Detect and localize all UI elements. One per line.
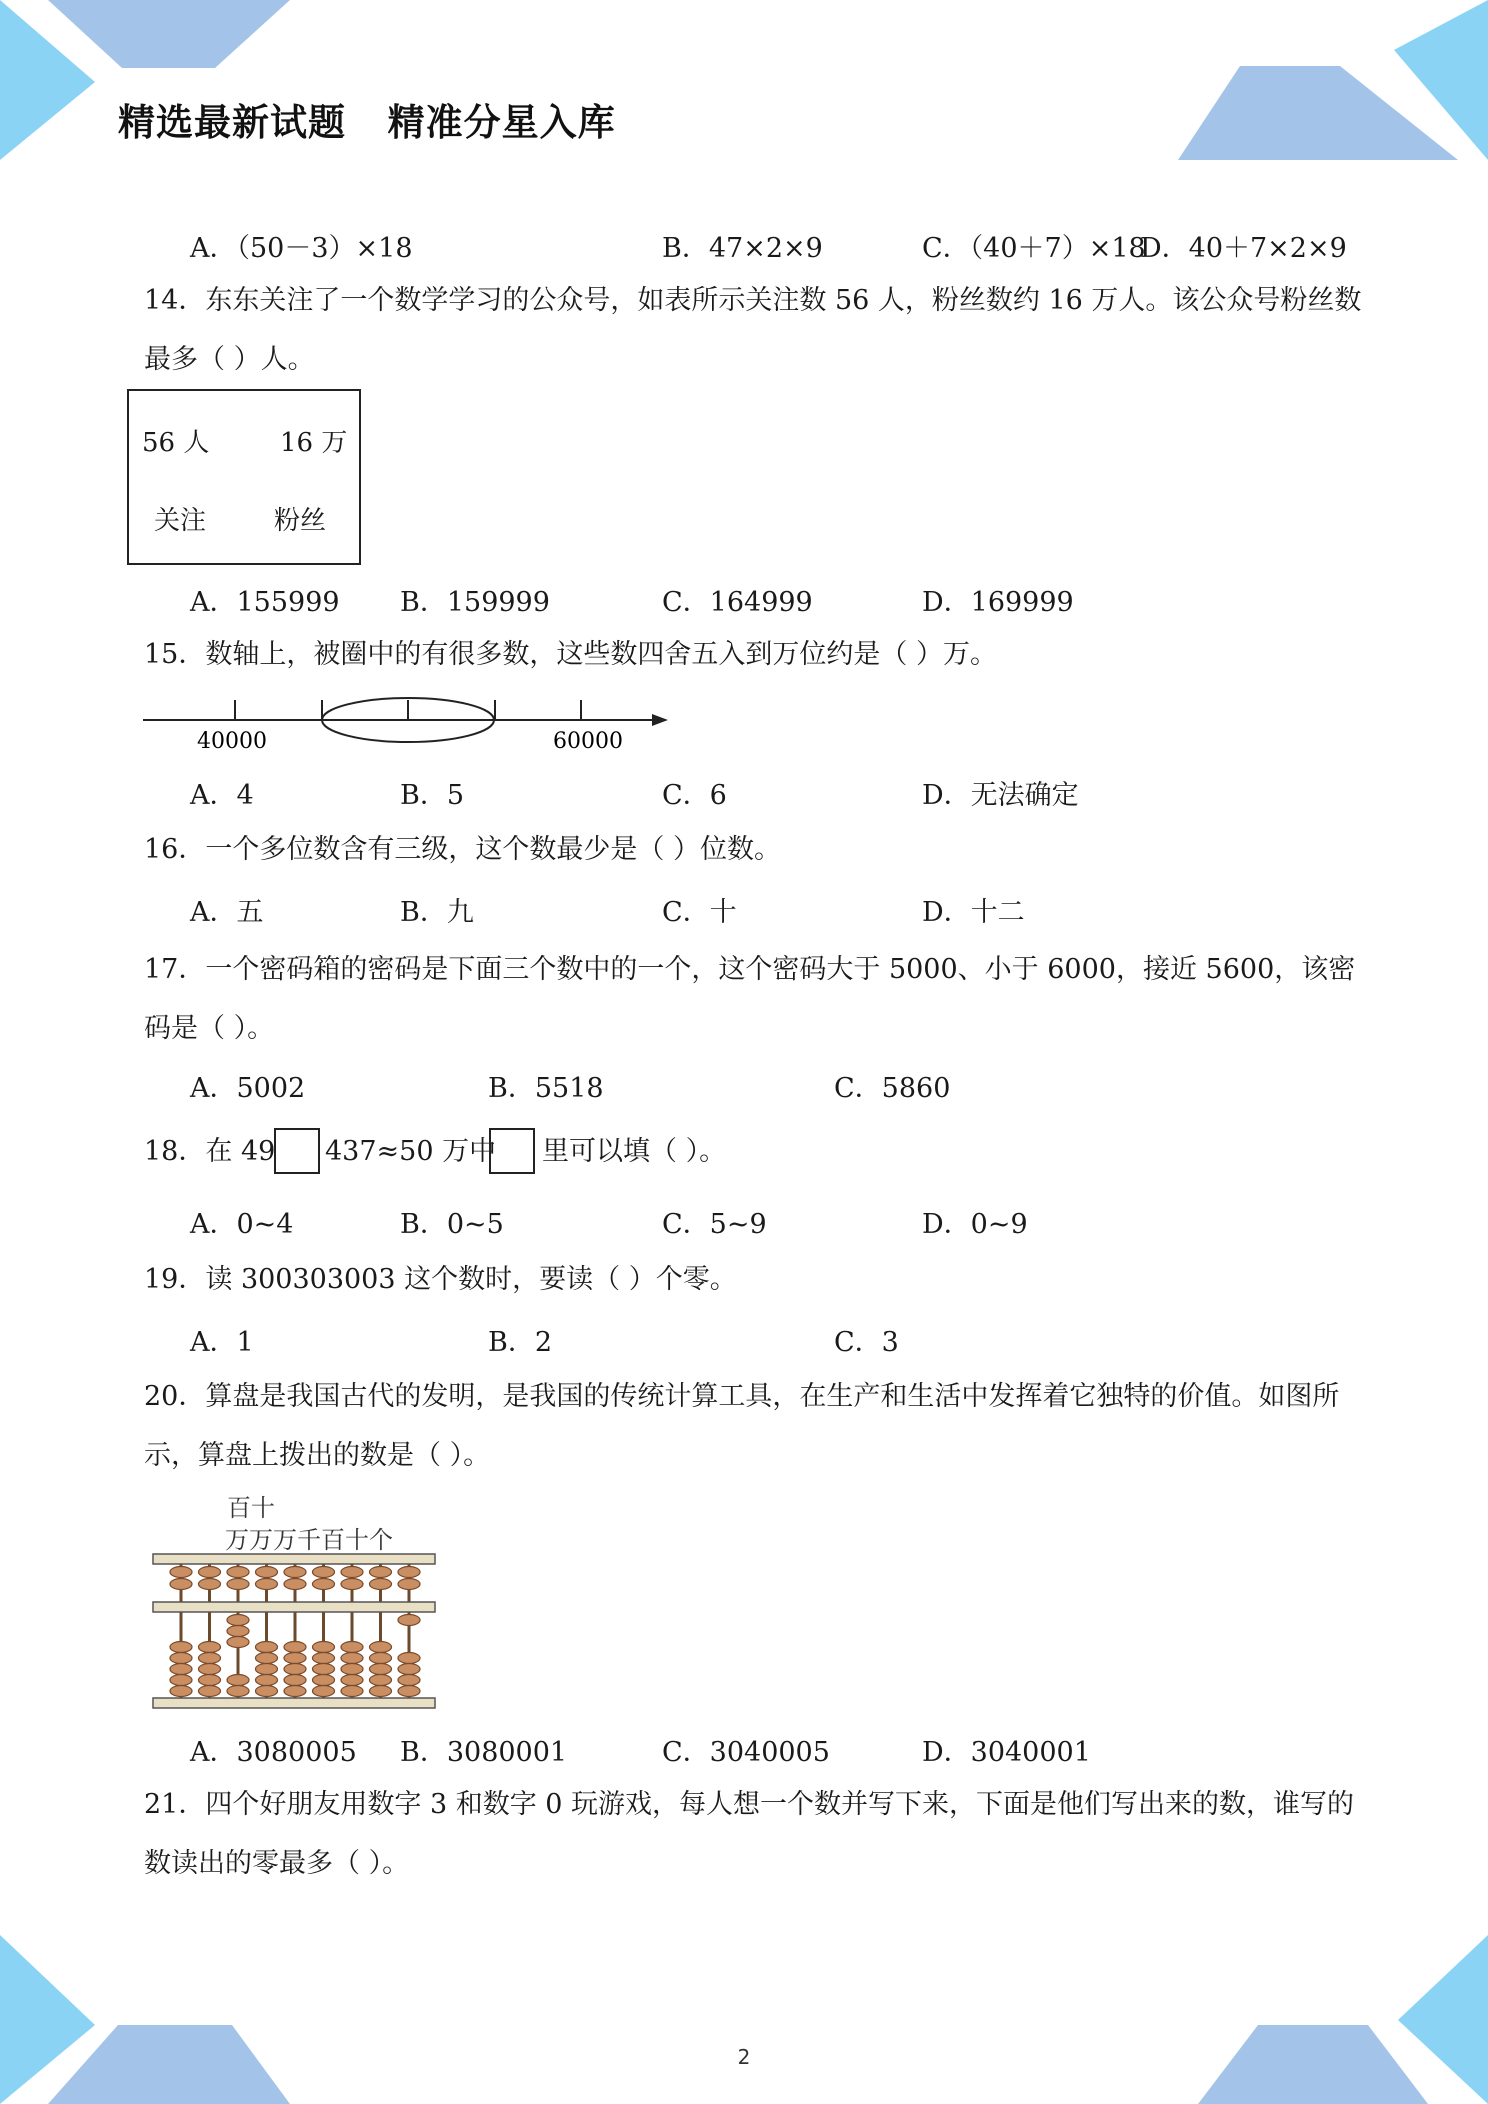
number-line-figure	[140, 690, 680, 760]
q16-option-b[interactable]: B．九	[400, 897, 474, 928]
abacus-bead	[199, 1567, 221, 1578]
follow-label: 关注	[154, 506, 207, 536]
q14-stats-card	[127, 389, 361, 565]
abacus-bead	[170, 1664, 192, 1675]
axis-label-60000: 60000	[553, 729, 623, 754]
abacus-bead	[313, 1686, 335, 1697]
q19-options	[0, 1320, 1488, 1360]
q15-text: 15．数轴上，被圈中的有很多数，这些数四舍五入到万位约是（ ）万。	[144, 639, 997, 670]
abacus-bead	[199, 1579, 221, 1590]
abacus-bead	[398, 1567, 420, 1578]
q13-option-a[interactable]: A．（50－3）×18	[190, 233, 413, 264]
abacus-body	[153, 1554, 435, 1708]
abacus-bead	[370, 1675, 392, 1686]
abacus-top-bar	[153, 1554, 435, 1564]
q20-option-a[interactable]: A．3080005	[190, 1737, 357, 1768]
top-right-trapezoid	[1178, 66, 1458, 160]
q16-text: 16．一个多位数含有三级，这个数最少是（ ）位数。	[144, 834, 781, 865]
follow-count: 56 人	[142, 428, 210, 458]
abacus-bead	[370, 1567, 392, 1578]
abacus-bead	[199, 1653, 221, 1664]
q16-option-c[interactable]: C．十	[662, 897, 737, 928]
abacus-bead	[398, 1664, 420, 1675]
q13-options	[0, 226, 1488, 266]
q15-option-a[interactable]: A．4	[190, 780, 254, 811]
abacus-bead	[341, 1567, 363, 1578]
header-title: 精选最新试题 精准分星入库	[118, 101, 616, 144]
q21-text: 21．四个好朋友用数字 3 和数字 0 玩游戏，每人想一个数并写下来，下面是他们写出来的数，谁写的数读出的零最多（ ）。	[144, 1789, 1355, 1879]
abacus-bead	[227, 1615, 249, 1626]
abacus-bead	[313, 1675, 335, 1686]
q14-option-c[interactable]: C．164999	[662, 587, 813, 618]
abacus-bead	[170, 1675, 192, 1686]
q19-text: 19．读 300303003 这个数时，要读（ ）个零。	[144, 1264, 737, 1295]
abacus-bead	[284, 1686, 306, 1697]
abacus-bead	[256, 1664, 278, 1675]
abacus-place-labels: 万万万千百十个	[225, 1526, 393, 1554]
q17-option-b[interactable]: B．5518	[488, 1073, 604, 1104]
page-number: 2	[737, 2045, 751, 2069]
abacus-bead	[341, 1653, 363, 1664]
abacus-bead	[313, 1664, 335, 1675]
abacus-bead	[199, 1675, 221, 1686]
abacus-bead	[398, 1615, 420, 1626]
abacus-bead	[398, 1675, 420, 1686]
abacus-bead	[256, 1579, 278, 1590]
q20-text: 20．算盘是我国古代的发明，是我国的传统计算工具，在生产和生活中发挥着它独特的价值。如图所示，算盘上拨出的数是（ ）。	[144, 1381, 1340, 1471]
abacus-bead	[284, 1579, 306, 1590]
axis-arrow-icon	[652, 714, 668, 726]
q14-options	[0, 580, 1488, 620]
abacus-bead	[170, 1579, 192, 1590]
bottom-right-triangle	[1398, 1935, 1488, 2104]
abacus-bead	[284, 1653, 306, 1664]
abacus-bead	[370, 1664, 392, 1675]
axis-label-40000: 40000	[197, 729, 267, 754]
q18-text-part2: 437≈50 万中	[325, 1136, 497, 1167]
abacus-bead	[199, 1642, 221, 1653]
abacus-bead	[256, 1686, 278, 1697]
abacus-bead	[227, 1675, 249, 1686]
abacus-bead	[170, 1642, 192, 1653]
q20-option-c[interactable]: C．3040005	[662, 1737, 830, 1768]
abacus-bead	[341, 1664, 363, 1675]
abacus-bead	[227, 1626, 249, 1637]
abacus-bead	[313, 1567, 335, 1578]
q14-option-b[interactable]: B．159999	[400, 587, 550, 618]
q19-option-c[interactable]: C．3	[834, 1327, 899, 1358]
q14-option-a[interactable]: A．155999	[190, 587, 340, 618]
q16-option-d[interactable]: D．十二	[922, 897, 1025, 928]
q19-option-b[interactable]: B．2	[488, 1327, 553, 1358]
abacus-bead	[256, 1567, 278, 1578]
q13-option-b[interactable]: B．47×2×9	[662, 233, 823, 264]
abacus-bead	[370, 1686, 392, 1697]
abacus-bead	[313, 1653, 335, 1664]
q17-option-a[interactable]: A．5002	[190, 1073, 306, 1104]
abacus-bead	[284, 1567, 306, 1578]
abacus-bead	[284, 1664, 306, 1675]
abacus-bead	[170, 1653, 192, 1664]
q16-options	[0, 890, 1488, 930]
q15-option-d[interactable]: D．无法确定	[922, 780, 1079, 811]
q14-text: 14．东东关注了一个数学学习的公众号，如表所示关注数 56 人，粉丝数约 16 万人。该公众号粉丝数最多（ ）人。	[144, 285, 1362, 375]
q18-blank-box-1	[274, 1128, 320, 1174]
q20-option-b[interactable]: B．3080001	[400, 1737, 568, 1768]
q16-option-a[interactable]: A．五	[190, 897, 264, 928]
q18-text-part1: 18．在 49	[144, 1136, 276, 1167]
q14-option-d[interactable]: D．169999	[922, 587, 1074, 618]
q15-option-b[interactable]: B．5	[400, 780, 465, 811]
q19-option-a[interactable]: A．1	[190, 1327, 254, 1358]
abacus-bead	[341, 1642, 363, 1653]
q17-text: 17．一个密码箱的密码是下面三个数中的一个，这个密码大于 5000、小于 6000，接近 5600，该密码是（ ）。	[144, 954, 1356, 1044]
abacus-beam	[153, 1602, 435, 1612]
abacus-bead	[199, 1664, 221, 1675]
q13-option-c[interactable]: C．（40＋7）×18	[922, 233, 1146, 264]
q18-text-part3: 里可以填（ ）。	[542, 1136, 727, 1167]
abacus-bead	[341, 1675, 363, 1686]
abacus-bead	[256, 1675, 278, 1686]
abacus-bead	[370, 1579, 392, 1590]
q18-options	[0, 1202, 1488, 1242]
q15-option-c[interactable]: C．6	[662, 780, 727, 811]
abacus-bead	[341, 1579, 363, 1590]
abacus-top-labels: 百十	[227, 1494, 275, 1522]
abacus-bottom-bar	[153, 1698, 435, 1708]
abacus-bead	[227, 1637, 249, 1648]
q20-options	[0, 1730, 1488, 1770]
q18-blank-box-2	[489, 1128, 535, 1174]
q20-option-d[interactable]: D．3040001	[922, 1737, 1091, 1768]
top-left-trapezoid	[48, 0, 290, 68]
q18-option-b[interactable]: B．0~5	[400, 1209, 504, 1240]
abacus-bead	[199, 1686, 221, 1697]
abacus-bead	[170, 1567, 192, 1578]
abacus-bead	[284, 1675, 306, 1686]
abacus-bead	[370, 1653, 392, 1664]
abacus-bead	[398, 1579, 420, 1590]
q17-options	[0, 1066, 1488, 1106]
q18-option-d[interactable]: D．0~9	[922, 1209, 1028, 1240]
fans-count: 16 万	[280, 428, 348, 458]
q17-option-c[interactable]: C．5860	[834, 1073, 951, 1104]
abacus-bead	[313, 1642, 335, 1653]
abacus-bead	[227, 1686, 249, 1697]
abacus-bead	[227, 1567, 249, 1578]
abacus-bead	[256, 1642, 278, 1653]
abacus-bead	[227, 1579, 249, 1590]
abacus-bead	[284, 1642, 306, 1653]
abacus-bead	[341, 1686, 363, 1697]
abacus-bead	[170, 1686, 192, 1697]
abacus-figure	[145, 1488, 445, 1713]
q18-option-c[interactable]: C．5~9	[662, 1209, 767, 1240]
abacus-bead	[370, 1642, 392, 1653]
abacus-bead	[313, 1579, 335, 1590]
q18-option-a[interactable]: A．0~4	[190, 1209, 294, 1240]
q18-text-line	[144, 1128, 1144, 1176]
abacus-bead	[256, 1653, 278, 1664]
fans-label: 粉丝	[274, 506, 327, 536]
q13-option-d[interactable]: D．40＋7×2×9	[1140, 233, 1347, 264]
abacus-bead	[398, 1686, 420, 1697]
abacus-bead	[398, 1653, 420, 1664]
q15-options	[0, 773, 1488, 813]
